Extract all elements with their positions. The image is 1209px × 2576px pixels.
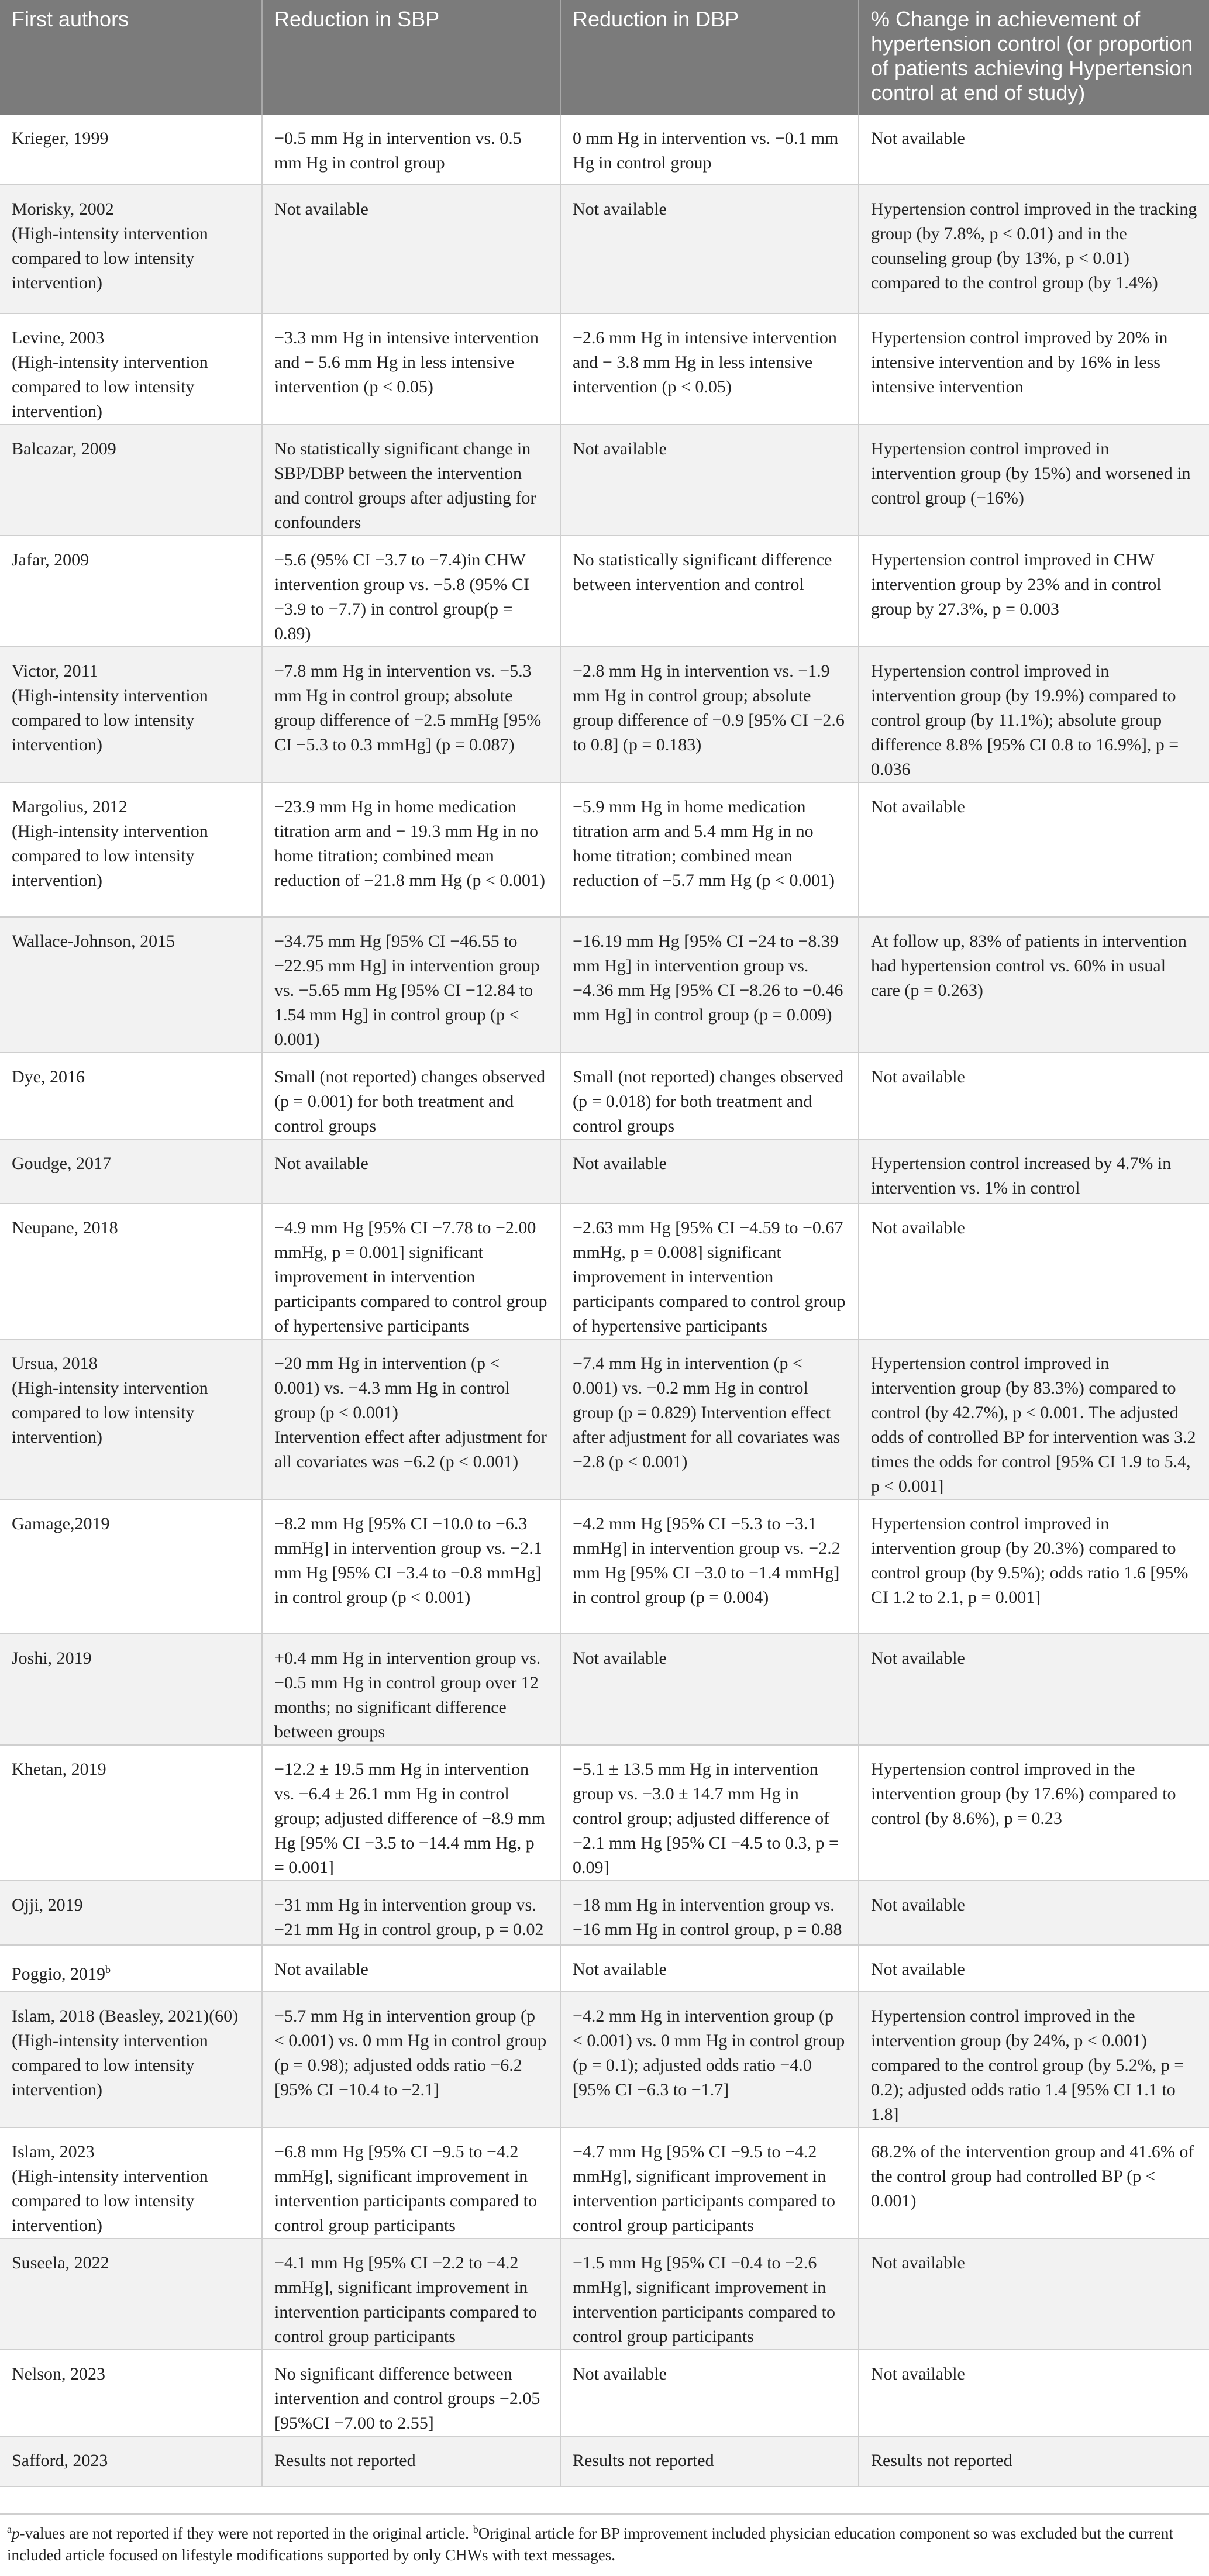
cell-dbp-text: −4.7 mm Hg [95% CI −9.5 to −4.2 mmHg], significant improvement in intervention participants compared to control group participants [573,2142,836,2235]
author-intervention-note: (High-intensity intervention compared to low intensity intervention) [12,224,208,292]
cell-sbp [262,1992,560,2127]
footnote-a-mark: a [7,2523,12,2535]
cell-author [0,2436,262,2487]
author-name: Suseela, 2022 [12,2253,109,2272]
cell-dbp [560,115,859,185]
cell-hypertension-control-text: Not available [871,1067,965,1087]
cell-author [0,1053,262,1139]
cell-author [0,2239,262,2350]
cell-hypertension-control-text: Hypertension control improved in the intervention group (by 17.6%) compared to control (by 8.6%), p = 0.23 [871,1760,1176,1828]
cell-hypertension-control-text: Not available [871,1895,965,1915]
cell-sbp [262,917,560,1053]
cell-sbp-text: −4.1 mm Hg [95% CI −2.2 to −4.2 mmHg], significant improvement in intervention participants compared to control group participants [274,2253,538,2346]
cell-dbp [560,1203,859,1339]
table-row [0,917,1209,1053]
table-row [0,185,1209,313]
cell-author [0,2350,262,2436]
cell-hypertension-control [859,1339,1209,1499]
table-row [0,1499,1209,1634]
cell-sbp-text: Not available [274,199,368,219]
cell-sbp-text: No statistically significant change in SBP/DBP between the intervention and control groups after adjusting for confounders [274,439,536,532]
cell-hypertension-control-text: At follow up, 83% of patients in intervention had hypertension control vs. 60% in usual care (p = 0.263) [871,932,1187,1000]
cell-hypertension-control-text: Not available [871,1218,965,1237]
cell-dbp [560,2239,859,2350]
author-name: Victor, 2011 [12,661,98,681]
cell-dbp-text: Not available [573,2364,667,2384]
cell-dbp [560,1339,859,1499]
cell-hypertension-control-text: Hypertension control improved in the tracking group (by 7.8%, p < 0.01) and in the counseling group (by 13%, p < 0.01) compared to the control group (by 1.4%) [871,199,1197,292]
table-row [0,425,1209,536]
cell-author [0,425,262,536]
table-row [0,1339,1209,1499]
cell-hypertension-control [859,1992,1209,2127]
cell-hypertension-control-text: Hypertension control improved by 20% in intensive intervention and by 16% in less intensive intervention [871,328,1168,396]
author-name: Krieger, 1999 [12,129,109,148]
cell-hypertension-control [859,2436,1209,2487]
table-row [0,1992,1209,2127]
cell-hypertension-control [859,917,1209,1053]
cell-author [0,647,262,782]
cell-sbp [262,2239,560,2350]
author-intervention-note: (High-intensity intervention compared to low intensity intervention) [12,353,208,421]
cell-sbp [262,2436,560,2487]
author-name: Wallace-Johnson, 2015 [12,932,175,951]
cell-sbp [262,536,560,647]
cell-sbp-text: −7.8 mm Hg in intervention vs. −5.3 mm Hg in control group; absolute group difference of −2.5 mmHg [95% CI −5.3 to 0.3 mmHg] (p = 0.087) [274,661,542,754]
cell-sbp-text: −4.9 mm Hg [95% CI −7.78 to −2.00 mmHg, p = 0.001] significant improvement in intervention participants compared to control group of hypertensive participants [274,1218,547,1336]
cell-dbp-text: −2.63 mm Hg [95% CI −4.59 to −0.67 mmHg, p = 0.008] significant improvement in intervention participants compared to control group of hypertensive participants [573,1218,846,1336]
cell-author [0,1992,262,2127]
cell-hypertension-control-text: Hypertension control improved in intervention group (by 19.9%) compared to control group (by 11.1%); absolute group difference 8.8% [95% CI 0.8 to 16.9%], p = 0.036 [871,661,1179,779]
cell-dbp [560,1139,859,1203]
header-reduction-dbp: Reduction in DBP [560,0,859,115]
cell-sbp-text: −12.2 ± 19.5 mm Hg in intervention vs. −6.4 ± 26.1 mm Hg in control group; adjusted difference of −8.9 mm Hg [95% CI −3.5 to −14.4 mm Hg, p = 0.001] [274,1760,545,1877]
author-name: Gamage,2019 [12,1514,110,1533]
cell-dbp [560,1499,859,1634]
cell-hypertension-control [859,2239,1209,2350]
author-intervention-note: (High-intensity intervention compared to low intensity intervention) [12,2167,208,2235]
cell-dbp-text: Small (not reported) changes observed (p = 0.018) for both treatment and control groups [573,1067,844,1136]
author-name: Nelson, 2023 [12,2364,105,2384]
table-row [0,2436,1209,2487]
cell-sbp-text: −3.3 mm Hg in intensive intervention and − 5.6 mm Hg in less intensive intervention (p < 0.05) [274,328,539,396]
cell-dbp [560,2127,859,2239]
cell-dbp-text: −16.19 mm Hg [95% CI −24 to −8.39 mm Hg] in intervention group vs. −4.36 mm Hg [95% CI −8.26 to −0.46 mm Hg] in control group (p = 0.009) [573,932,843,1025]
cell-author [0,1339,262,1499]
table-row [0,782,1209,917]
cell-sbp-text: Small (not reported) changes observed (p = 0.001) for both treatment and control groups [274,1067,546,1136]
author-name: Jafar, 2009 [12,550,89,570]
cell-dbp [560,185,859,313]
cell-dbp-text: No statistically significant difference between intervention and control [573,550,832,594]
cell-dbp-text: Results not reported [573,2451,714,2470]
cell-sbp [262,1339,560,1499]
cell-hypertension-control [859,1203,1209,1339]
cell-hypertension-control-text: Hypertension control increased by 4.7% in intervention vs. 1% in control [871,1154,1172,1198]
cell-dbp [560,782,859,917]
cell-hypertension-control [859,425,1209,536]
cell-author [0,917,262,1053]
table-row [0,1945,1209,1992]
cell-dbp-text: −5.9 mm Hg in home medication titration arm and 5.4 mm Hg in no home titration; combined mean reduction of −5.7 mm Hg (p < 0.001) [573,797,835,890]
author-name: Dye, 2016 [12,1067,85,1087]
author-name: Safford, 2023 [12,2451,108,2470]
cell-hypertension-control [859,2127,1209,2239]
cell-author [0,1499,262,1634]
cell-hypertension-control [859,2350,1209,2436]
footnote-p-italic: p [12,2525,20,2542]
cell-sbp [262,425,560,536]
author-name: Ojji, 2019 [12,1895,83,1915]
cell-sbp-text: −34.75 mm Hg [95% CI −46.55 to −22.95 mm Hg] in intervention group vs. −5.65 mm Hg [95% CI −12.84 to 1.54 mm Hg] in control group (p < 0.001) [274,932,540,1049]
table-body [0,115,1209,2487]
cell-sbp [262,1945,560,1992]
cell-hypertension-control-text: Results not reported [871,2451,1012,2470]
cell-sbp [262,1745,560,1881]
cell-dbp-text: −4.2 mm Hg [95% CI −5.3 to −3.1 mmHg] in intervention group vs. −2.2 mm Hg [95% CI −3.0 to −1.4 mmHg] in control group (p = 0.004) [573,1514,841,1607]
cell-sbp [262,1881,560,1945]
cell-hypertension-control [859,115,1209,185]
author-name: Levine, 2003 [12,328,105,347]
author-intervention-note: (High-intensity intervention compared to low intensity intervention) [12,686,208,754]
cell-dbp-text: −2.6 mm Hg in intensive intervention and − 3.8 mm Hg in less intensive intervention (p < 0.05) [573,328,837,396]
cell-hypertension-control-text: Not available [871,129,965,148]
cell-dbp-text: −1.5 mm Hg [95% CI −0.4 to −2.6 mmHg], significant improvement in intervention participants compared to control group participants [573,2253,836,2346]
cell-dbp [560,1634,859,1745]
header-row [0,0,1209,115]
author-name: Khetan, 2019 [12,1760,106,1779]
author-intervention-note: (High-intensity intervention compared to low intensity intervention) [12,1378,208,1447]
cell-author [0,1745,262,1881]
cell-dbp [560,1945,859,1992]
author-name: Morisky, 2002 [12,199,114,219]
cell-sbp [262,647,560,782]
cell-hypertension-control-text: Not available [871,2253,965,2272]
cell-hypertension-control [859,1945,1209,1992]
cell-dbp-text: Not available [573,1154,667,1173]
footnote [7,2513,1202,2566]
author-name: Islam, 2018 (Beasley, 2021)(60) [12,2006,239,2026]
author-name: Joshi, 2019 [12,1649,92,1668]
cell-author [0,185,262,313]
table-row [0,2350,1209,2436]
cell-sbp-text: −20 mm Hg in intervention (p < 0.001) vs. −4.3 mm Hg in control group (p < 0.001) [274,1354,510,1422]
cell-hypertension-control [859,185,1209,313]
cell-hypertension-control-text: Hypertension control improved in the intervention group (by 24%, p < 0.001) compared to the control group (by 5.2%, p = 0.2); adjusted odds ratio 1.4 [95% CI 1.1 to 1.8] [871,2006,1184,2124]
cell-sbp-text: −0.5 mm Hg in intervention vs. 0.5 mm Hg in control group [274,129,522,173]
table-row [0,647,1209,782]
cell-hypertension-control-text: Hypertension control improved in intervention group (by 15%) and worsened in control group (−16%) [871,439,1191,508]
cell-sbp [262,313,560,425]
cell-hypertension-control-text: Hypertension control improved in CHW intervention group by 23% and in control group by 27.3%, p = 0.003 [871,550,1162,619]
table-row [0,1203,1209,1339]
cell-dbp [560,313,859,425]
cell-dbp [560,2350,859,2436]
cell-sbp-text: −23.9 mm Hg in home medication titration arm and − 19.3 mm Hg in no home titration; combined mean reduction of −21.8 mm Hg (p < 0.001) [274,797,545,890]
cell-hypertension-control-text: Hypertension control improved in intervention group (by 83.3%) compared to control (by 42.7%), p < 0.001. The adjusted odds of controlled BP for intervention was 3.2 times the odds for control [95% CI 1.9 to 5.4, p < 0.001] [871,1354,1196,1496]
footnote-b-text: Original article for BP improvement included physician education component so was excluded but the current included article focused on lifestyle modifications supported by only CHWs with text messages. [7,2525,1173,2564]
cell-author [0,1634,262,1745]
footnote-b-mark: b [473,2523,478,2535]
cell-sbp [262,1634,560,1745]
table-row [0,1053,1209,1139]
cell-hypertension-control [859,1634,1209,1745]
cell-dbp [560,1745,859,1881]
cell-sbp-text: +0.4 mm Hg in intervention group vs. −0.5 mm Hg in control group over 12 months; no significant difference between groups [274,1649,541,1742]
footnote-a-text: -values are not reported if they were not reported in the original article. [19,2525,473,2542]
cell-dbp [560,647,859,782]
cell-sbp [262,115,560,185]
cell-hypertension-control [859,1745,1209,1881]
table-row [0,1745,1209,1881]
cell-author [0,536,262,647]
cell-sbp-text: No significant difference between intervention and control groups −2.05 [95%CI −7.00 to 2.55] [274,2364,540,2433]
author-footnote-mark: b [105,1964,111,1975]
cell-sbp-text: −5.7 mm Hg in intervention group (p < 0.001) vs. 0 mm Hg in control group (p = 0.98); adjusted odds ratio −6.2 [95% CI −10.4 to −2.1] [274,2006,547,2099]
table-row [0,115,1209,185]
table-row [0,2239,1209,2350]
cell-sbp [262,2127,560,2239]
cell-sbp-text: Results not reported [274,2451,416,2470]
cell-hypertension-control [859,1139,1209,1203]
author-name: Balcazar, 2009 [12,439,116,458]
cell-hypertension-control-text: Not available [871,797,965,816]
cell-dbp [560,917,859,1053]
cell-hypertension-control [859,1053,1209,1139]
author-intervention-note: (High-intensity intervention compared to low intensity intervention) [12,2031,208,2099]
cell-hypertension-control [859,1881,1209,1945]
cell-sbp-text: −31 mm Hg in intervention group vs. −21 mm Hg in control group, p = 0.02 [274,1895,544,1939]
cell-dbp-text: Not available [573,1960,667,1979]
cell-hypertension-control-text: Not available [871,1649,965,1668]
cell-dbp-text: Not available [573,199,667,219]
cell-sbp [262,1499,560,1634]
author-name: Ursua, 2018 [12,1354,98,1373]
table-row [0,1881,1209,1945]
header-reduction-sbp: Reduction in SBP [262,0,560,115]
cell-hypertension-control [859,313,1209,425]
table-row [0,2127,1209,2239]
cell-author [0,2127,262,2239]
cell-dbp [560,1053,859,1139]
cell-dbp-text: −2.8 mm Hg in intervention vs. −1.9 mm Hg in control group; absolute group difference of −0.9 [95% CI −2.6 to 0.8] (p = 0.183) [573,661,845,754]
author-name: Neupane, 2018 [12,1218,118,1237]
cell-sbp [262,782,560,917]
table-row [0,313,1209,425]
cell-sbp [262,1203,560,1339]
cell-sbp-text: −8.2 mm Hg [95% CI −10.0 to −6.3 mmHg] in intervention group vs. −2.1 mm Hg [95% CI −3.4 to −0.8 mmHg] in control group (p < 0.001) [274,1514,542,1607]
cell-sbp-text: −5.6 (95% CI −3.7 to −7.4)in CHW intervention group vs. −5.8 (95% CI −3.9 to −7.7) in control group(p = 0.89) [274,550,530,643]
cell-sbp [262,2350,560,2436]
cell-hypertension-control-text: 68.2% of the intervention group and 41.6% of the control group had controlled BP (p < 0.001) [871,2142,1194,2211]
cell-hypertension-control-text: Not available [871,2364,965,2384]
author-intervention-note: (High-intensity intervention compared to low intensity intervention) [12,822,208,890]
footnote-rule [0,2513,1209,2515]
cell-author [0,1139,262,1203]
cell-dbp-text: −4.2 mm Hg in intervention group (p < 0.001) vs. 0 mm Hg in control group (p = 0.1); adjusted odds ratio −4.0 [95% CI −6.3 to −1.7] [573,2006,845,2099]
cell-author [0,1881,262,1945]
table-row [0,1634,1209,1745]
cell-dbp [560,1992,859,2127]
cell-sbp [262,1139,560,1203]
cell-dbp [560,536,859,647]
header-first-authors: First authors [0,0,262,115]
cell-hypertension-control [859,536,1209,647]
cell-dbp-text: −18 mm Hg in intervention group vs. −16 mm Hg in control group, p = 0.88 [573,1895,842,1939]
cell-dbp-text: Not available [573,1649,667,1668]
cell-dbp [560,1881,859,1945]
cell-sbp [262,1053,560,1139]
table-row [0,1139,1209,1203]
table-row [0,536,1209,647]
cell-hypertension-control-text: Hypertension control improved in intervention group (by 20.3%) compared to control group (by 9.5%); odds ratio 1.6 [95% CI 1.2 to 2.1, p = 0.001] [871,1514,1189,1607]
cell-sbp [262,185,560,313]
cell-author [0,1203,262,1339]
author-name: Islam, 2023 [12,2142,95,2161]
cell-hypertension-control-text: Not available [871,1960,965,1979]
cell-hypertension-control [859,1499,1209,1634]
cell-dbp-text: 0 mm Hg in intervention vs. −0.1 mm Hg in control group [573,129,839,173]
cell-dbp-text: Not available [573,439,667,458]
cell-sbp-text: Intervention effect after adjustment for all covariates was −6.2 (p < 0.001) [274,1427,547,1471]
cell-dbp-text: −5.1 ± 13.5 mm Hg in intervention group vs. −3.0 ± 14.7 mm Hg in control group; adjusted difference of −2.1 mm Hg [95% CI −4.5 to 0.3, p = 0.09] [573,1760,839,1877]
cell-hypertension-control [859,647,1209,782]
cell-author [0,1945,262,1992]
cell-sbp-text: Not available [274,1960,368,1979]
cell-author [0,115,262,185]
cell-sbp-text: −6.8 mm Hg [95% CI −9.5 to −4.2 mmHg], significant improvement in intervention participants compared to control group participants [274,2142,538,2235]
cell-author [0,313,262,425]
author-name: Poggio, 2019 [12,1964,106,1984]
author-name: Margolius, 2012 [12,797,128,816]
cell-dbp [560,425,859,536]
header-hypertension-control: % Change in achievement of hypertension control (or proportion of patients achieving Hypertension control at end of study) [859,0,1209,115]
cell-sbp-text: Not available [274,1154,368,1173]
cell-hypertension-control [859,782,1209,917]
cell-dbp [560,2436,859,2487]
cell-author [0,782,262,917]
author-name: Goudge, 2017 [12,1154,111,1173]
cell-dbp-text: −7.4 mm Hg in intervention (p < 0.001) vs. −0.2 mm Hg in control group (p = 0.829) Intervention effect after adjustment for all covariates was −2.8 (p < 0.001) [573,1354,841,1471]
